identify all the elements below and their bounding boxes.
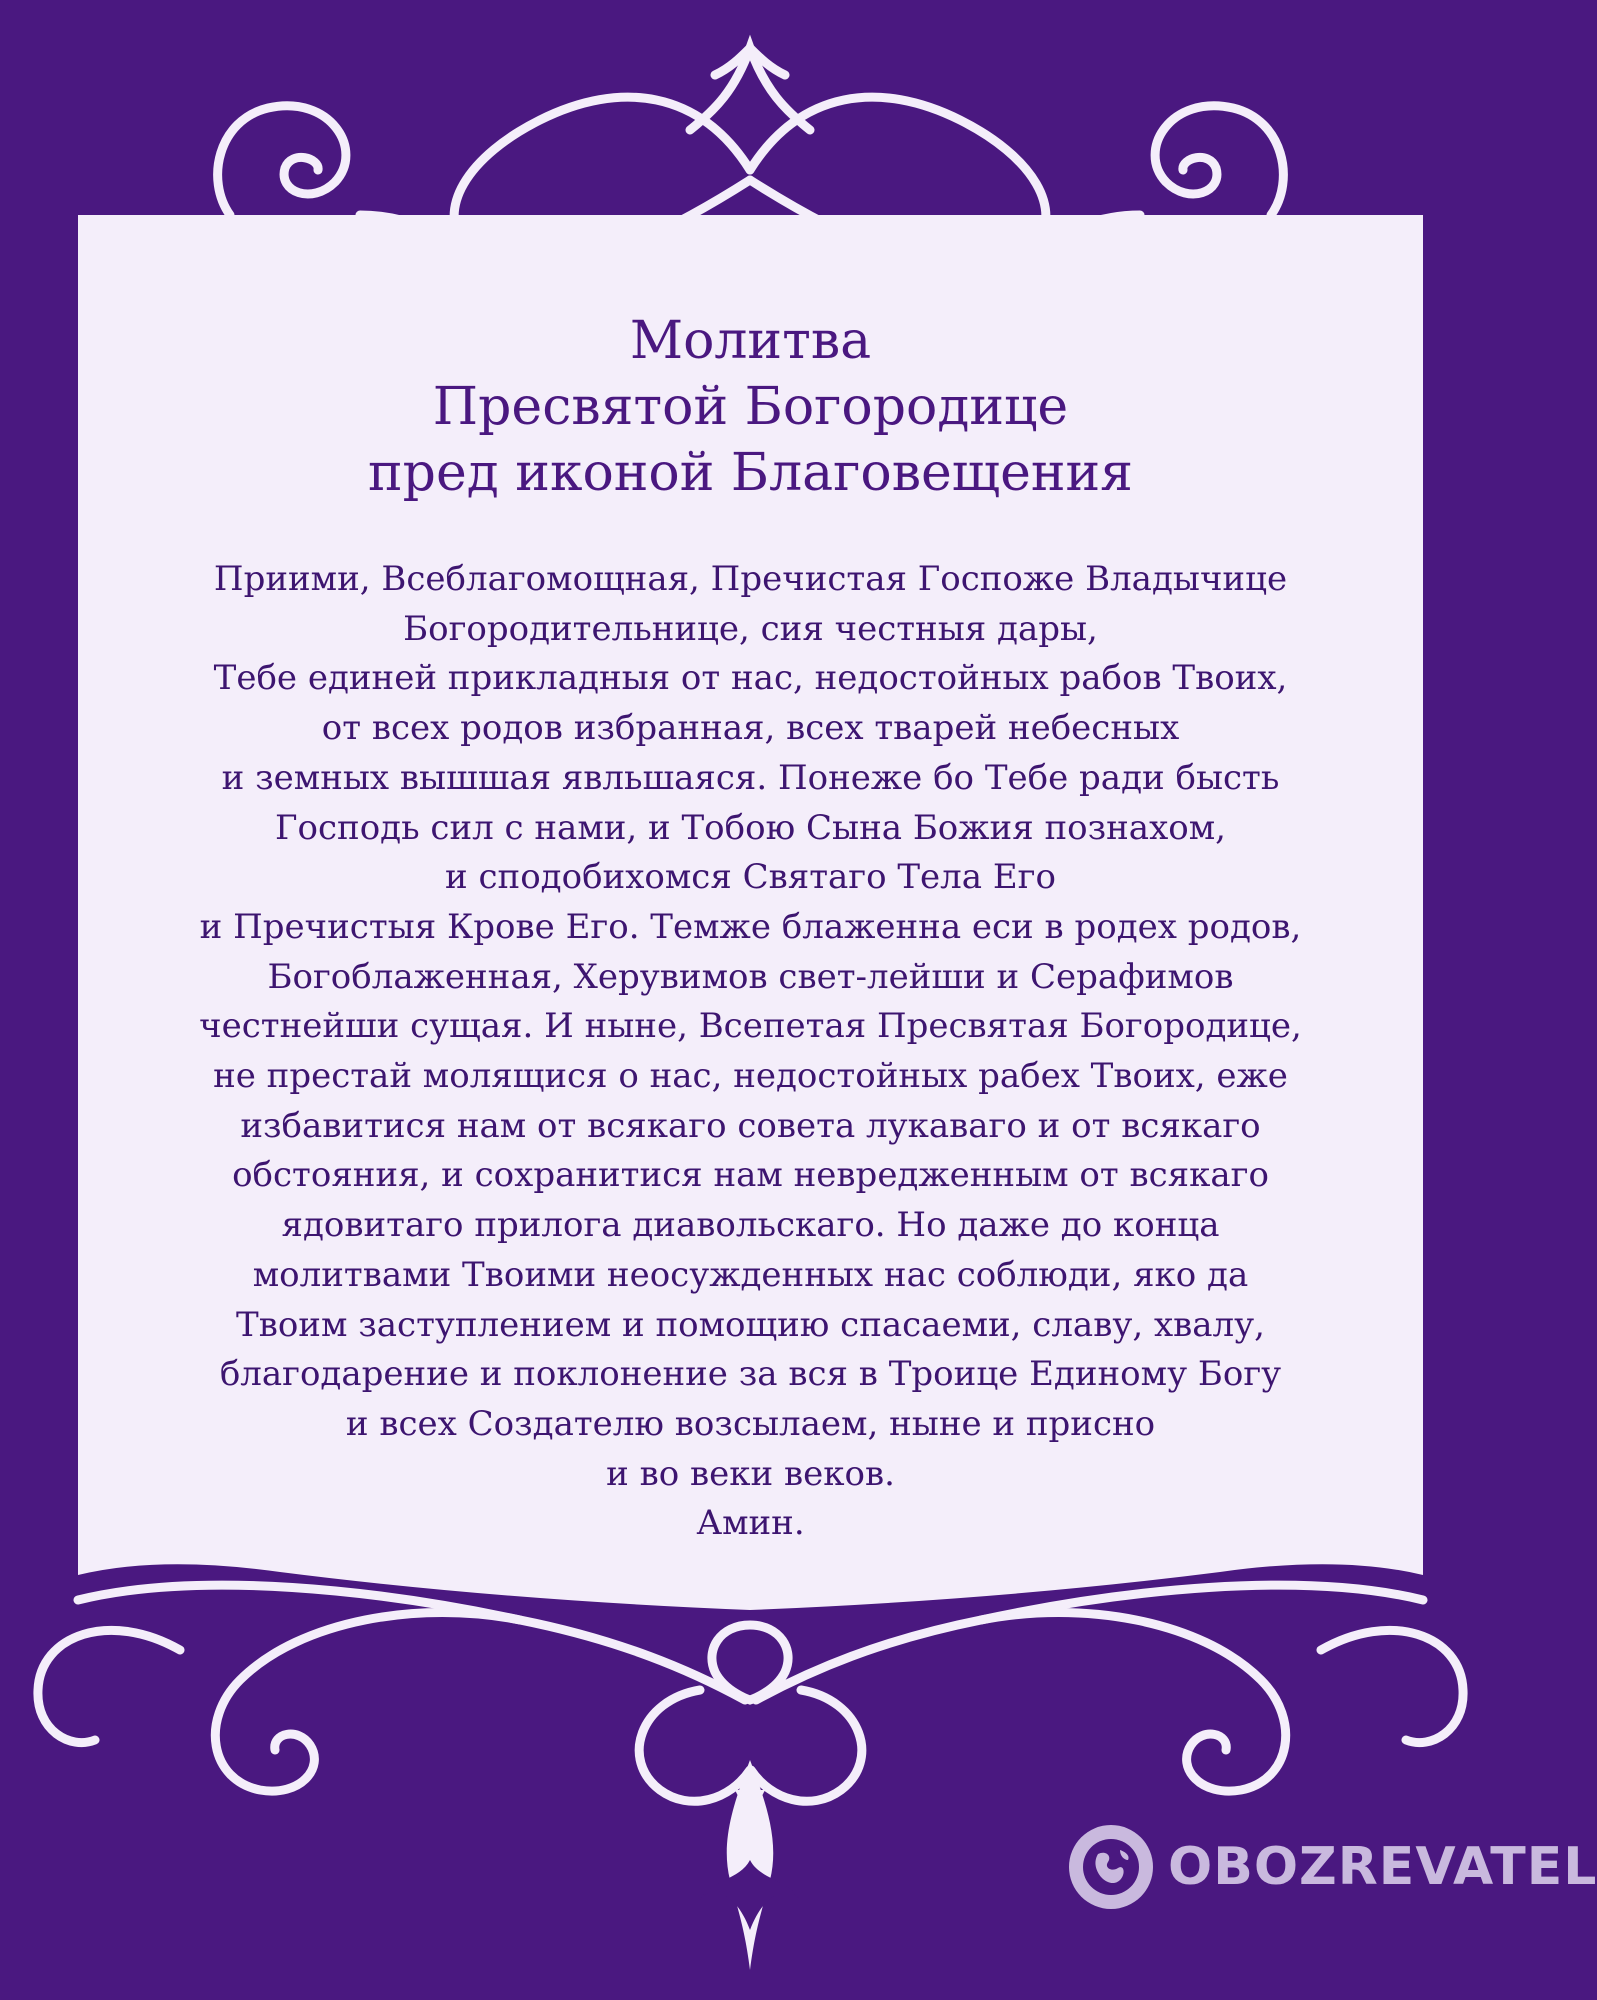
prayer-line: ядовитаго прилога диавольскаго. Но даже до конца bbox=[281, 1205, 1220, 1246]
prayer-line: Амин. bbox=[696, 1503, 805, 1544]
prayer-line: и Пречистыя Крове Его. Темже блаженна еси в родех родов, bbox=[199, 906, 1302, 947]
prayer-line: Приими, Всеблагомощная, Пречистая Госпоже Владычице bbox=[213, 559, 1288, 599]
bottom-pendant-ornament bbox=[700, 1760, 800, 1970]
prayer-line: Богородительнице, сия честныя дары, bbox=[403, 608, 1098, 649]
prayer-line: и сподобихомся Святаго Тела Его bbox=[445, 857, 1056, 898]
prayer-title bbox=[160, 308, 1341, 506]
prayer-line: благодарение и поклонение за вся в Троице Единому Богу bbox=[219, 1354, 1282, 1395]
prayer-line: и всех Создателю возсылаем, ныне и присно bbox=[345, 1403, 1156, 1444]
watermark bbox=[1068, 1824, 1597, 1910]
prayer-line: избавитися нам от всякаго совета лукаваго и от всякаго bbox=[240, 1105, 1261, 1146]
prayer-line: Твоим заступлением и помощию спасаеми, славу, хвалу, bbox=[236, 1304, 1265, 1345]
prayer-line: обстояния, и сохранитися нам невредженным от всякаго bbox=[232, 1155, 1269, 1196]
title-line-1: Молитва bbox=[629, 311, 872, 371]
prayer-line: молитвами Твоими неосужденных нас соблюди, яко да bbox=[252, 1254, 1249, 1295]
prayer-line: Тебе единей прикладныя от нас, недостойных рабов Твоих, bbox=[213, 658, 1288, 699]
prayer-line: и во веки веков. bbox=[606, 1453, 895, 1494]
title-line-3: пред иконой Благовещения bbox=[368, 443, 1133, 503]
prayer-line: не престай молящися о нас, недостойных рабех Твоих, еже bbox=[213, 1056, 1288, 1097]
watermark-text: OBOZREVATEL bbox=[1168, 1837, 1597, 1897]
prayer-line: Богоблаженная, Херувимов свет-лейши и Серафимов bbox=[267, 956, 1234, 997]
prayer-line: честнейши сущая. И ныне, Всепетая Пресвятая Богородице, bbox=[199, 1006, 1302, 1047]
prayer-line: и земных вышшая явльшаяся. Понеже бо Тебе ради бысть bbox=[221, 757, 1280, 798]
prayer-line: от всех родов избранная, всех тварей небесных bbox=[321, 708, 1180, 749]
prayer-body bbox=[160, 555, 1341, 1549]
title-line-2: Пресвятой Богородице bbox=[432, 377, 1069, 437]
prayer-line: Господь сил с нами, и Тобою Сына Божия познахом, bbox=[275, 807, 1226, 848]
globe-icon bbox=[1068, 1824, 1154, 1910]
